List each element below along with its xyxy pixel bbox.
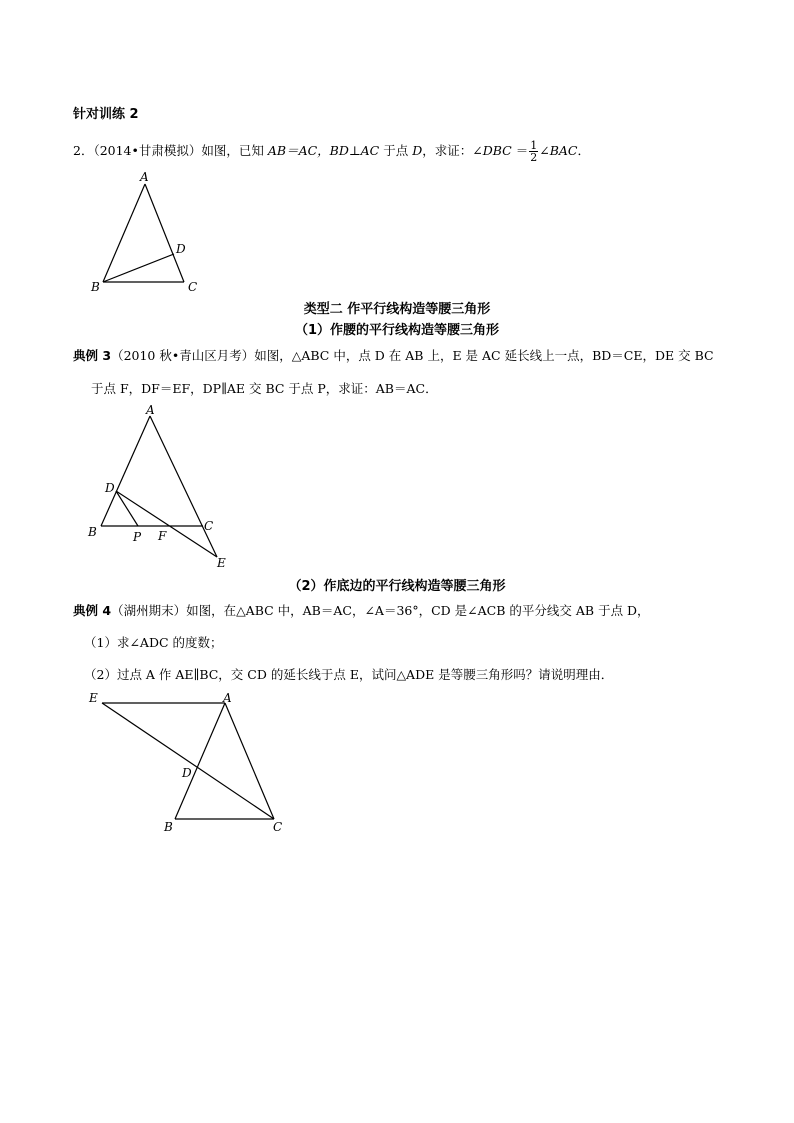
label-d: D: [176, 242, 186, 256]
label-c: C: [273, 820, 283, 834]
example-3-label: 典例 3: [73, 348, 112, 363]
figure-2-triangle: [82, 400, 242, 575]
section-2-title: 类型二 作平行线构造等腰三角形: [303, 302, 491, 317]
segment-ac: [225, 703, 274, 819]
example-4-line-1: [73, 601, 650, 619]
training-title: 针对训练 2: [73, 107, 139, 122]
one-half-fraction: $\frac{1}{2}$: [530, 139, 538, 164]
problem-2-angle-bac: BAC: [549, 143, 578, 158]
example-4-question-1: （1）求∠ADC 的度数；: [84, 635, 223, 650]
label-c: C: [204, 519, 214, 533]
problem-2-angle-dbc: DBC: [482, 143, 512, 158]
problem-2-condition: AB＝AC，BD⊥AC: [267, 143, 380, 158]
example-3-line-2: 于点 F，DF＝EF，DP∥AE 交 BC 于点 P，求证：AB＝AC．: [91, 381, 438, 396]
label-a: A: [146, 403, 155, 417]
example-4-text-1: （湖州期末）如图，在△ABC 中，AB＝AC，∠A＝36°，CD 是∠ACB 的平分线交 AB 于点 D，: [111, 603, 650, 618]
segment-ec: [102, 703, 274, 819]
example-4-question-2: （2）过点 A 作 AE∥BC，交 CD 的延长线于点 E，试问△ADE 是等腰三角形吗？请说明理由．: [84, 667, 614, 682]
label-a: A: [223, 691, 232, 705]
label-f: F: [158, 529, 167, 543]
segment-ab: [101, 416, 150, 526]
problem-2-equals: ＝: [511, 143, 529, 158]
figure-1-triangle: [85, 168, 210, 298]
problem-2-point-d: D: [412, 143, 423, 158]
label-e: E: [89, 691, 98, 705]
example-4-label: 典例 4: [73, 603, 112, 618]
problem-2-text: [73, 140, 590, 163]
section-2-subtitle-2: （2）作底边的平行线构造等腰三角形: [288, 579, 506, 594]
label-b: B: [88, 525, 97, 539]
label-p: P: [133, 530, 142, 544]
example-3-text-1: （2010 秋•青山区月考）如图，△ABC 中，点 D 在 AB 上，E 是 AC 延长线上一点，BD＝CE，DE 交 BC: [111, 348, 714, 363]
label-d: D: [182, 766, 192, 780]
segment-ab: [175, 703, 225, 819]
problem-2-angle-sign: ∠: [539, 143, 550, 158]
example-3-line-1: [73, 346, 714, 364]
label-d: D: [105, 481, 115, 495]
label-b: B: [91, 280, 100, 294]
label-a: A: [140, 170, 149, 184]
figure-3-triangle: [84, 686, 294, 836]
problem-2-prefix: 2．（2014•甘肃模拟）如图，已知: [73, 143, 268, 158]
problem-2-proof: ，求证：∠: [422, 143, 483, 158]
segment-ac: [145, 184, 184, 282]
label-b: B: [164, 820, 173, 834]
segment-dp: [116, 491, 138, 526]
problem-2-mid: 于点: [379, 143, 413, 158]
problem-2-end: ．: [577, 143, 590, 158]
label-c: C: [188, 280, 198, 294]
section-2-subtitle-1: （1）作腰的平行线构造等腰三角形: [294, 323, 500, 338]
label-e: E: [217, 556, 226, 570]
